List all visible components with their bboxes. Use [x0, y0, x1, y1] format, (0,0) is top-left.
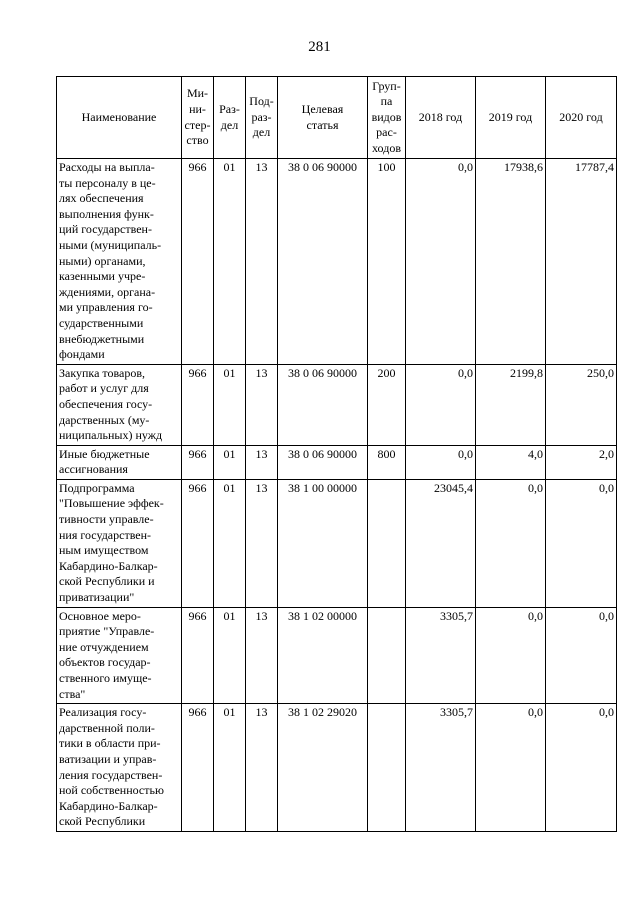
header-section: Раз- дел [214, 77, 246, 159]
row-name: Расходы на выпла- ты персоналу в це- лях обеспечения выполнения функ- ций государствен- ными (муниципаль- ными) органами, казенными учре- ждениями, органа- ми управления го- сударственными внебюджетными фондами [57, 159, 182, 365]
row-section: 01 [214, 445, 246, 479]
row-target: 38 0 06 90000 [278, 159, 368, 365]
row-subsection: 13 [246, 159, 278, 365]
header-name: Наименование [57, 77, 182, 159]
row-2018: 0,0 [406, 159, 476, 365]
row-subsection: 13 [246, 704, 278, 832]
row-section: 01 [214, 607, 246, 704]
row-name: Основное меро- приятие "Управле- ние отчуждением объектов государ- ственного имуще- ства" [57, 607, 182, 704]
table-row [57, 479, 617, 607]
row-2020: 250,0 [546, 364, 617, 445]
row-2019: 0,0 [476, 607, 546, 704]
row-section: 01 [214, 159, 246, 365]
row-2020: 0,0 [546, 704, 617, 832]
row-2019: 2199,8 [476, 364, 546, 445]
row-ministry: 966 [182, 159, 214, 365]
row-group [368, 704, 406, 832]
row-target: 38 0 06 90000 [278, 445, 368, 479]
row-section: 01 [214, 364, 246, 445]
row-name: Подпрограмма "Повышение эффек- тивности управле- ния государствен- ным имуществом Кабардино-Балкар- ской Республики и приватизации" [57, 479, 182, 607]
row-name: Закупка товаров, работ и услуг для обеспечения госу- дарственных (му- ниципальных) нужд [57, 364, 182, 445]
row-target: 38 1 02 00000 [278, 607, 368, 704]
row-ministry: 966 [182, 364, 214, 445]
row-2019: 0,0 [476, 704, 546, 832]
row-name: Иные бюджетные ассигнования [57, 445, 182, 479]
header-ministry: Ми- ни- стер- ство [182, 77, 214, 159]
row-ministry: 966 [182, 445, 214, 479]
row-2020: 0,0 [546, 479, 617, 607]
row-group: 100 [368, 159, 406, 365]
row-ministry: 966 [182, 704, 214, 832]
row-target: 38 1 02 29020 [278, 704, 368, 832]
row-2018: 3305,7 [406, 607, 476, 704]
table-row [57, 607, 617, 704]
row-subsection: 13 [246, 445, 278, 479]
row-subsection: 13 [246, 479, 278, 607]
row-2019: 17938,6 [476, 159, 546, 365]
row-2018: 23045,4 [406, 479, 476, 607]
row-section: 01 [214, 704, 246, 832]
row-subsection: 13 [246, 607, 278, 704]
row-ministry: 966 [182, 607, 214, 704]
header-target-article: Целевая статья [278, 77, 368, 159]
table-body [57, 159, 617, 832]
table-row [57, 159, 617, 365]
page-number: 281 [308, 39, 331, 55]
row-name: Реализация госу- дарственной поли- тики в области при- ватизации и управ- ления государствен- ной собственностью Кабардино-Балкар- ской Республики [57, 704, 182, 832]
row-group: 800 [368, 445, 406, 479]
header-subsection: Под- раз- дел [246, 77, 278, 159]
row-group [368, 479, 406, 607]
header-2020: 2020 год [546, 77, 617, 159]
row-group [368, 607, 406, 704]
row-2018: 3305,7 [406, 704, 476, 832]
row-2018: 0,0 [406, 445, 476, 479]
row-target: 38 1 00 00000 [278, 479, 368, 607]
row-2020: 0,0 [546, 607, 617, 704]
row-group: 200 [368, 364, 406, 445]
row-target: 38 0 06 90000 [278, 364, 368, 445]
row-2018: 0,0 [406, 364, 476, 445]
budget-table [56, 76, 617, 832]
row-subsection: 13 [246, 364, 278, 445]
row-2020: 2,0 [546, 445, 617, 479]
row-section: 01 [214, 479, 246, 607]
row-2019: 0,0 [476, 479, 546, 607]
row-2020: 17787,4 [546, 159, 617, 365]
row-ministry: 966 [182, 479, 214, 607]
table-row [57, 704, 617, 832]
row-2019: 4,0 [476, 445, 546, 479]
table-row [57, 445, 617, 479]
header-2018: 2018 год [406, 77, 476, 159]
header-row [57, 77, 617, 159]
table-header [57, 77, 617, 159]
header-2019: 2019 год [476, 77, 546, 159]
table-row [57, 364, 617, 445]
header-expense-group: Груп- па видов рас- ходов [368, 77, 406, 159]
